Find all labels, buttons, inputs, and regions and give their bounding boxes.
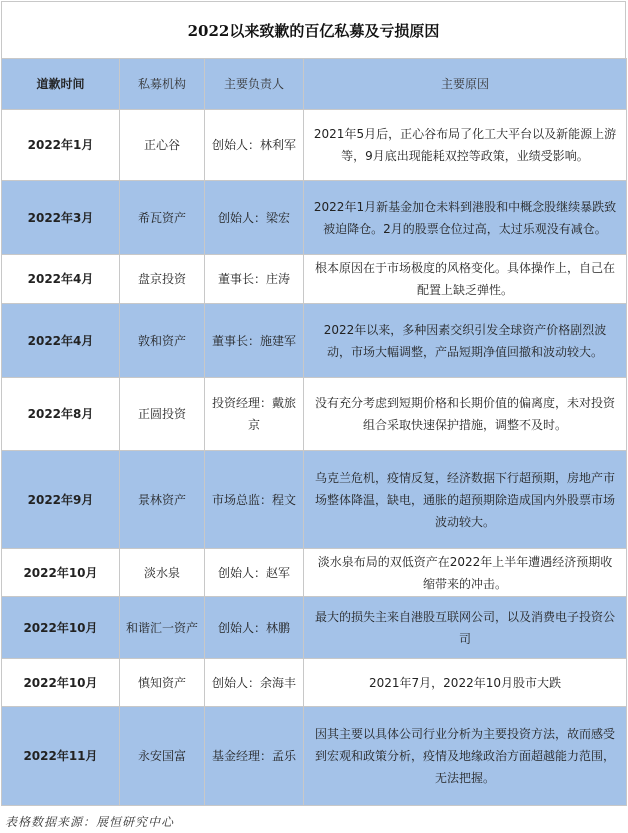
- cell-date: 2022年4月: [2, 304, 120, 378]
- cell-firm: 希瓦资产: [120, 181, 205, 255]
- table-row: [2, 378, 627, 451]
- cell-firm: 和谐汇一资产: [120, 597, 205, 659]
- cell-date: 2022年10月: [2, 597, 120, 659]
- cell-firm: 慎知资产: [120, 659, 205, 707]
- table-row: [2, 304, 627, 378]
- cell-firm: 永安国富: [120, 707, 205, 806]
- cell-person: 创始人：林利军: [205, 110, 304, 181]
- cell-date: 2022年10月: [2, 659, 120, 707]
- cell-reason: 没有充分考虑到短期价格和长期价值的偏离度，未对投资组合采取快速保护措施，调整不及时。: [304, 378, 627, 451]
- header-person: 主要负责人: [205, 59, 304, 110]
- header-date: 道歉时间: [2, 59, 120, 110]
- table-row: [2, 181, 627, 255]
- cell-date: 2022年10月: [2, 549, 120, 597]
- cell-reason: 2022年1月新基金加仓未料到港股和中概念股继续暴跌致被迫降仓。2月的股票仓位过高，太过乐观没有减仓。: [304, 181, 627, 255]
- cell-reason: 2022年以来，多种因素交织引发全球资产价格剧烈波动，市场大幅调整，产品短期净值回撤和波动较大。: [304, 304, 627, 378]
- cell-person: 基金经理：孟乐: [205, 707, 304, 806]
- header-firm: 私募机构: [120, 59, 205, 110]
- data-source-note: 表格数据来源：展恒研究中心: [5, 815, 175, 829]
- cell-person: 董事长：庄涛: [205, 255, 304, 304]
- cell-date: 2022年8月: [2, 378, 120, 451]
- cell-reason: 最大的损失主来自港股互联网公司，以及消费电子投资公司: [304, 597, 627, 659]
- table-row: [2, 110, 627, 181]
- cell-date: 2022年1月: [2, 110, 120, 181]
- cell-person: 创始人：赵军: [205, 549, 304, 597]
- cell-person: 创始人：梁宏: [205, 181, 304, 255]
- table-row: [2, 255, 627, 304]
- table-row: [2, 451, 627, 549]
- document: [1, 1, 626, 829]
- header-reason: 主要原因: [304, 59, 627, 110]
- table-row: [2, 597, 627, 659]
- cell-person: 投资经理：戴旅京: [205, 378, 304, 451]
- cell-firm: 敦和资产: [120, 304, 205, 378]
- cell-reason: 淡水泉布局的双低资产在2022年上半年遭遇经济预期收缩带来的冲击。: [304, 549, 627, 597]
- cell-firm: 正心谷: [120, 110, 205, 181]
- cell-firm: 景林资产: [120, 451, 205, 549]
- cell-date: 2022年11月: [2, 707, 120, 806]
- table-title: 2022以来致歉的百亿私募及亏损原因: [1, 1, 626, 58]
- cell-reason: 2021年5月后，正心谷布局了化工大平台以及新能源上游等，9月底出现能耗双控等政策，业绩受影响。: [304, 110, 627, 181]
- cell-person: 董事长：施建军: [205, 304, 304, 378]
- cell-person: 创始人：余海丰: [205, 659, 304, 707]
- table-body: [2, 110, 627, 806]
- table-row: [2, 659, 627, 707]
- cell-date: 2022年4月: [2, 255, 120, 304]
- cell-person: 创始人：林鹏: [205, 597, 304, 659]
- table-header-row: [2, 59, 627, 110]
- cell-reason: 根本原因在于市场极度的风格变化。具体操作上，自己在配置上缺乏弹性。: [304, 255, 627, 304]
- cell-date: 2022年9月: [2, 451, 120, 549]
- cell-reason: 乌克兰危机，疫情反复，经济数据下行超预期，房地产市场整体降温，缺电，通胀的超预期除造成国内外股票市场波动较大。: [304, 451, 627, 549]
- cell-reason: 因其主要以具体公司行业分析为主要投资方法，故而感受到宏观和政策分析，疫情及地缘政治方面超越能力范围，无法把握。: [304, 707, 627, 806]
- cell-person: 市场总监：程文: [205, 451, 304, 549]
- table-row: [2, 707, 627, 806]
- apology-table: [1, 58, 627, 806]
- cell-firm: 淡水泉: [120, 549, 205, 597]
- table-row: [2, 549, 627, 597]
- cell-firm: 盘京投资: [120, 255, 205, 304]
- cell-firm: 正圆投资: [120, 378, 205, 451]
- cell-date: 2022年3月: [2, 181, 120, 255]
- cell-reason: 2021年7月，2022年10月股市大跌: [304, 659, 627, 707]
